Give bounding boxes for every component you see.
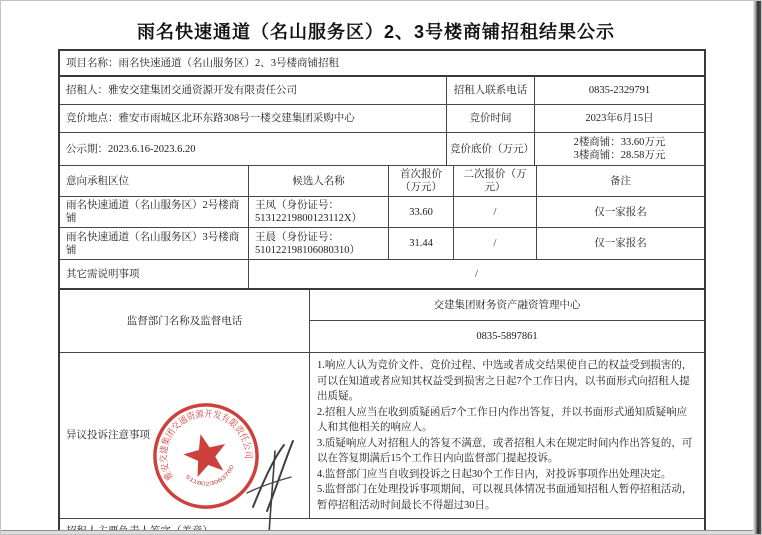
other-notes-label: 其它需说明事项: [66, 268, 140, 280]
header-first-bid-line2: （万元）: [400, 182, 442, 193]
seal-star-icon: [180, 429, 232, 479]
header-location: 意向承租区位: [66, 175, 129, 187]
seal-code-text: 5118023063760: [183, 465, 236, 488]
floor-price-line-1: 2楼商铺：33.60万元: [573, 137, 666, 148]
candidate2-location: 雨名快速通道（名山服务区）3号楼商铺: [66, 231, 240, 256]
supervision-department: 交建集团财务资产融资管理中心: [433, 299, 581, 311]
complaint-item-5: 5.监督部门在处理投诉事项期间，可以视具体情况书面通知招租人暂停招租活动，暂停招租活动时间最长不得超过30日。: [317, 484, 693, 511]
candidate1-id-number: 51312219800123112X）: [255, 213, 362, 224]
header-note: 备注: [536, 166, 704, 196]
floor-price-value: [534, 133, 704, 165]
floor-price-line-2: 3楼商铺：28.58万元: [573, 150, 666, 161]
complaint-item-4: 4.监督部门应当自收到投诉之日起30个工作日内，对投诉事项作出处理决定。: [317, 468, 672, 480]
candidate-row-2: [60, 227, 704, 259]
project-name-cell: 项目名称：雨名快速通道（名山服务区）2、3号楼商铺招租: [66, 57, 339, 69]
row-bidding-place: [60, 104, 704, 132]
scan-page-right-edge: [753, 1, 761, 534]
row-candidate-header: [60, 165, 704, 196]
complaint-item-2: 2.招租人应当在收到质疑函后7个工作日内作出答复，并以书面形式通知质疑响应人和其他相关的响应人。: [317, 406, 688, 433]
other-notes-value: /: [248, 260, 704, 288]
candidate1-name-line1: 王凤（身份证号：: [255, 200, 339, 211]
candidate1-second-bid: /: [453, 197, 536, 227]
complaint-label: 异议投诉注意事项: [66, 430, 150, 441]
lessor-phone-label: 招租人联系电话: [446, 77, 534, 104]
row-project-name: [60, 51, 704, 75]
candidate2-id-number: 510122198106080310）: [255, 244, 360, 256]
candidate1-first-bid: 33.60: [388, 197, 453, 227]
complaint-item-3: 3.质疑响应人对招租人的答复不满意，或者招租人未在规定时间内作出答复的，可以在答复期满后15个工作日内向监督部门提起投诉。: [317, 437, 693, 464]
lessor-phone-value: 0835-2329791: [534, 77, 704, 104]
supervision-label: 监督部门名称及监督电话: [126, 315, 243, 327]
row-supervision: [60, 288, 704, 352]
document-title: 雨名快速通道（名山服务区）2、3号楼商铺招租结果公示: [136, 22, 616, 42]
candidate2-note: 仅一家报名: [536, 228, 704, 259]
scan-page-bottom-edge: [1, 530, 753, 534]
complaint-items: [309, 353, 704, 518]
candidate1-location: 雨名快速通道（名山服务区）2号楼商铺: [66, 200, 240, 224]
bidding-time-value: 2023年6月15日: [534, 105, 704, 132]
floor-price-label: 竞价底价（万元）: [446, 133, 534, 165]
header-first-bid: [388, 166, 453, 196]
bidding-time-label: 竞价时间: [446, 105, 534, 132]
bidding-place-cell: 竞价地点：雅安市雨城区北环东路308号一楼交建集团采购中心: [66, 113, 355, 124]
header-candidate-name: 候选人名称: [248, 166, 388, 196]
handwritten-signature: [229, 421, 319, 535]
header-second-bid: 二次报价（万元）: [453, 166, 536, 196]
publicity-period-cell: 公示期：2023.6.16-2023.6.20: [66, 143, 196, 155]
row-lessor: [60, 75, 704, 104]
row-other-notes: [60, 259, 704, 288]
supervision-phone: 0835-5897861: [310, 320, 704, 352]
seal-company-text: 雅安交建集团交通资源开发有限责任公司: [158, 408, 254, 482]
candidate2-name: [248, 228, 388, 259]
complaint-item-1: 1.响应人认为竞价文件、竞价过程、中选或者成交结果使自己的权益受到损害的，可以在知道或者应知其权益受到损害之日起7个工作日内，以书面形式向招租人提出质疑。: [317, 360, 693, 402]
candidate-row-1: [60, 196, 704, 227]
header-first-bid-line1: 首次报价: [400, 169, 442, 180]
candidate1-name: [248, 197, 388, 227]
candidate2-first-bid: 31.44: [388, 228, 453, 259]
candidate2-second-bid: /: [453, 228, 536, 259]
candidate1-note: 仅一家报名: [536, 197, 704, 227]
supervision-values: [309, 290, 704, 352]
candidate2-name-line1: 王晨（身份证号：: [255, 231, 339, 243]
row-publicity-period: [60, 132, 704, 165]
lessor-cell: 招租人：雅安交建集团交通资源开发有限责任公司: [66, 85, 297, 96]
